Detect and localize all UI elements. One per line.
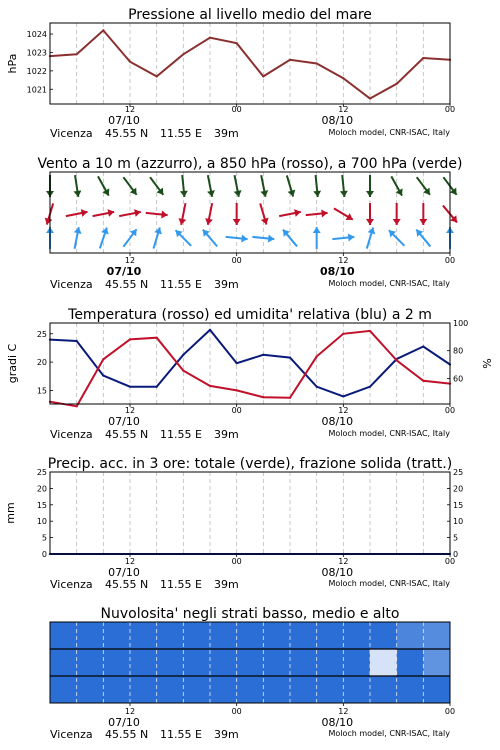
- cloud-cell: [210, 649, 237, 676]
- time-tick-label: 00: [444, 105, 456, 114]
- time-tick-label: 00: [444, 406, 456, 415]
- location-lat: 45.55 N: [105, 578, 149, 591]
- location-name: Vicenza: [50, 278, 93, 291]
- time-tick-label: 00: [231, 707, 242, 716]
- cloud-cell: [210, 622, 237, 649]
- location-lon: 11.55 E: [160, 278, 202, 291]
- location-lat: 45.55 N: [105, 728, 149, 741]
- temperature-line-point: [209, 385, 211, 387]
- y-axis-label: hPa: [6, 53, 19, 74]
- model-credit: Moloch model, CNR-ISAC, Italy: [328, 128, 450, 137]
- y-tick-label: 5: [41, 533, 47, 543]
- time-tick-label: 00: [231, 105, 242, 114]
- pressure-line-point: [182, 53, 184, 55]
- cloud-cell: [183, 649, 210, 676]
- time-tick-label: 00: [231, 557, 242, 566]
- cloud-cell: [237, 622, 264, 649]
- panel-title: Vento a 10 m (azzurro), a 850 hPa (rosso), a 700 hPa (verde): [37, 156, 463, 172]
- cloud-cell: [370, 676, 397, 703]
- time-tick-label: 00: [231, 256, 242, 265]
- cloud-cell: [290, 676, 317, 703]
- humidity-line-point: [209, 329, 211, 331]
- y-tick-label-right: 25: [453, 468, 464, 477]
- cloud-cell: [103, 649, 130, 676]
- pressure-line-point: [129, 61, 131, 63]
- time-tick-label: 12: [338, 707, 349, 716]
- y-axis-label: mm: [4, 502, 17, 524]
- y-tick-label-right: 80: [453, 346, 464, 356]
- y-tick-label: 1022: [26, 66, 47, 76]
- y-tick-label-right: 10: [453, 517, 464, 527]
- y-tick-label-right: 100: [453, 319, 469, 328]
- location-name: Vicenza: [50, 578, 93, 591]
- temperature-line-point: [369, 330, 371, 332]
- cloud-cell: [423, 676, 450, 703]
- cloud-cell: [317, 622, 344, 649]
- cloud-cell: [130, 622, 157, 649]
- pressure-line-point: [262, 75, 264, 77]
- time-tick-label: 12: [338, 256, 349, 265]
- date-label: 08/10: [321, 716, 354, 729]
- pressure-line-point: [76, 53, 78, 55]
- cloud-cell: [370, 649, 397, 676]
- date-label: 08/10: [321, 114, 354, 127]
- cloud-cell: [157, 622, 184, 649]
- location-lon: 11.55 E: [160, 127, 202, 140]
- humidity-line: [50, 330, 450, 397]
- pressure-line-point: [289, 59, 291, 61]
- cloud-cell: [183, 622, 210, 649]
- y-tick-label: 0: [41, 550, 47, 559]
- time-tick-label: 12: [124, 105, 136, 114]
- wind-arrow-head: [419, 219, 427, 225]
- humidity-line-point: [76, 340, 78, 342]
- model-credit: Moloch model, CNR-ISAC, Italy: [328, 579, 450, 588]
- date-label: 08/10: [320, 265, 355, 278]
- wind-arrow-head: [161, 211, 167, 219]
- wind-arrow-head: [241, 235, 247, 243]
- time-tick-label: 00: [231, 406, 242, 415]
- cloud-cell: [50, 649, 77, 676]
- model-credit: Moloch model, CNR-ISAC, Italy: [328, 429, 450, 438]
- humidity-line-point: [422, 345, 424, 347]
- plot-frame: [50, 472, 450, 554]
- time-tick-label: 12: [124, 406, 136, 415]
- cloud-cell: [50, 676, 77, 703]
- panel-title: Nuvolosita' negli strati basso, medio e alto: [100, 606, 400, 622]
- temperature-line-point: [289, 397, 291, 399]
- cloud-cell: [397, 622, 424, 649]
- date-label: 07/10: [108, 415, 140, 428]
- y-tick-label: 15: [36, 500, 47, 510]
- pressure-line-point: [236, 42, 238, 44]
- y-tick-label: 20: [36, 484, 47, 494]
- humidity-line-point: [289, 357, 291, 359]
- pressure-line-point: [422, 57, 424, 59]
- cloud-cell: [103, 676, 130, 703]
- y-tick-label: 20: [36, 358, 47, 368]
- cloud-cell: [237, 649, 264, 676]
- cloud-cell: [130, 649, 157, 676]
- location-alt: 39m: [214, 578, 239, 591]
- location-name: Vicenza: [50, 127, 93, 140]
- time-tick-label: 00: [444, 557, 456, 566]
- cloud-cell: [130, 676, 157, 703]
- time-tick-label: 12: [338, 406, 349, 415]
- humidity-line-point: [342, 395, 344, 397]
- y-tick-label: 15: [36, 386, 47, 396]
- location-lon: 11.55 E: [160, 728, 202, 741]
- date-label: 07/10: [108, 566, 140, 579]
- plot-frame: [50, 23, 450, 104]
- model-credit: Moloch model, CNR-ISAC, Italy: [328, 279, 450, 288]
- wind-arrow-head: [268, 235, 274, 243]
- wind-arrow-head: [313, 191, 321, 197]
- wind-arrow-head: [233, 219, 241, 225]
- time-tick-label: 12: [338, 557, 349, 566]
- humidity-line-point: [316, 386, 318, 388]
- humidity-line-point: [156, 386, 158, 388]
- cloud-cell: [183, 676, 210, 703]
- y-tick-label: 25: [36, 329, 47, 339]
- wind-arrow-head: [366, 191, 374, 197]
- panel-title: Precip. acc. in 3 ore: totale (verde), frazione solida (tratt.): [47, 456, 453, 472]
- wind-arrow-head: [340, 191, 348, 197]
- humidity-line-point: [129, 386, 131, 388]
- time-tick-label: 12: [124, 557, 136, 566]
- y-tick-label-right: 15: [453, 500, 464, 510]
- wind-arrow-head: [313, 227, 321, 233]
- location-alt: 39m: [214, 728, 239, 741]
- cloud-cell: [423, 622, 450, 649]
- cloud-cell: [343, 676, 370, 703]
- date-label: 07/10: [108, 716, 140, 729]
- location-name: Vicenza: [50, 728, 93, 741]
- cloud-cell: [50, 622, 77, 649]
- date-label: 07/10: [106, 265, 142, 278]
- temperature-line-point: [156, 337, 158, 339]
- temperature-line-point: [396, 359, 398, 361]
- cloud-cell: [210, 676, 237, 703]
- y-tick-label-right: 20: [453, 484, 464, 494]
- pressure-line-point: [396, 83, 398, 85]
- cloud-cell: [103, 622, 130, 649]
- temperature-line-point: [129, 338, 131, 340]
- pressure-line-point: [209, 37, 211, 39]
- wind-arrow-head: [180, 191, 188, 197]
- cloud-cell: [397, 649, 424, 676]
- date-label: 08/10: [321, 566, 354, 579]
- location-name: Vicenza: [50, 428, 93, 441]
- time-tick-label: 12: [124, 256, 136, 265]
- temperature-line-point: [342, 333, 344, 335]
- y-tick-label-right: 60: [453, 374, 464, 384]
- y-tick-label: 1023: [26, 48, 47, 58]
- cloud-cell: [370, 622, 397, 649]
- temperature-line-point: [76, 405, 78, 407]
- time-tick-label: 12: [124, 707, 136, 716]
- date-label: 07/10: [108, 114, 140, 127]
- pressure-line-point: [369, 97, 371, 99]
- y-tick-label: 1021: [26, 85, 47, 95]
- temperature-line-point: [182, 369, 184, 371]
- cloud-cell: [237, 676, 264, 703]
- model-credit: Moloch model, CNR-ISAC, Italy: [328, 729, 450, 738]
- y-tick-label: 10: [36, 517, 47, 527]
- y-tick-label-right: 5: [453, 533, 459, 543]
- cloud-cell: [397, 676, 424, 703]
- cloud-cell: [290, 622, 317, 649]
- wind-arrow-head: [74, 190, 82, 197]
- panel-title: Pressione al livello medio del mare: [128, 7, 372, 23]
- humidity-line-point: [236, 362, 238, 364]
- cloud-cell: [263, 649, 290, 676]
- humidity-line-point: [369, 386, 371, 388]
- time-tick-label: 00: [444, 256, 456, 265]
- location-lon: 11.55 E: [160, 428, 202, 441]
- cloud-cell: [423, 649, 450, 676]
- humidity-line-point: [182, 354, 184, 356]
- temperature-line-point: [316, 355, 318, 357]
- location-lat: 45.55 N: [105, 428, 149, 441]
- location-alt: 39m: [214, 127, 239, 140]
- location-alt: 39m: [214, 428, 239, 441]
- y-axis-label: gradi C: [6, 343, 19, 384]
- time-tick-label: 00: [444, 707, 456, 716]
- wind-arrow-head: [366, 219, 374, 225]
- temperature-line-point: [422, 380, 424, 382]
- cloud-cell: [263, 622, 290, 649]
- y-axis-label-right: %: [481, 358, 494, 369]
- pressure-line: [50, 30, 450, 98]
- cloud-cell: [157, 649, 184, 676]
- cloud-cell: [77, 622, 104, 649]
- wind-arrow-head: [321, 210, 327, 218]
- y-tick-label-right: 0: [453, 550, 459, 559]
- location-lat: 45.55 N: [105, 127, 149, 140]
- temperature-line-point: [102, 358, 104, 360]
- temperature-line-point: [262, 396, 264, 398]
- panel-title: Temperatura (rosso) ed umidita' relativa (blu) a 2 m: [68, 307, 432, 323]
- cloud-cell: [77, 649, 104, 676]
- location-alt: 39m: [214, 278, 239, 291]
- y-tick-label: 1024: [26, 30, 47, 40]
- location-lon: 11.55 E: [160, 578, 202, 591]
- cloud-cell: [157, 676, 184, 703]
- cloud-cell: [290, 649, 317, 676]
- pressure-line-point: [156, 75, 158, 77]
- pressure-line-point: [102, 29, 104, 31]
- plot-frame: [50, 323, 450, 404]
- cloud-cell: [263, 676, 290, 703]
- humidity-line-point: [102, 375, 104, 377]
- temperature-line: [50, 331, 450, 406]
- date-label: 08/10: [321, 415, 354, 428]
- cloud-cell: [343, 649, 370, 676]
- wind-arrow-head: [393, 219, 401, 225]
- location-lat: 45.55 N: [105, 278, 149, 291]
- pressure-line-point: [342, 77, 344, 79]
- time-tick-label: 12: [338, 105, 349, 114]
- cloud-cell: [317, 676, 344, 703]
- humidity-line-point: [262, 354, 264, 356]
- cloud-cell: [317, 649, 344, 676]
- cloud-cell: [77, 676, 104, 703]
- wind-arrow-head: [348, 234, 354, 242]
- y-tick-label: 25: [36, 468, 47, 477]
- pressure-line-point: [316, 62, 318, 64]
- cloud-cell: [343, 622, 370, 649]
- temperature-line-point: [236, 389, 238, 391]
